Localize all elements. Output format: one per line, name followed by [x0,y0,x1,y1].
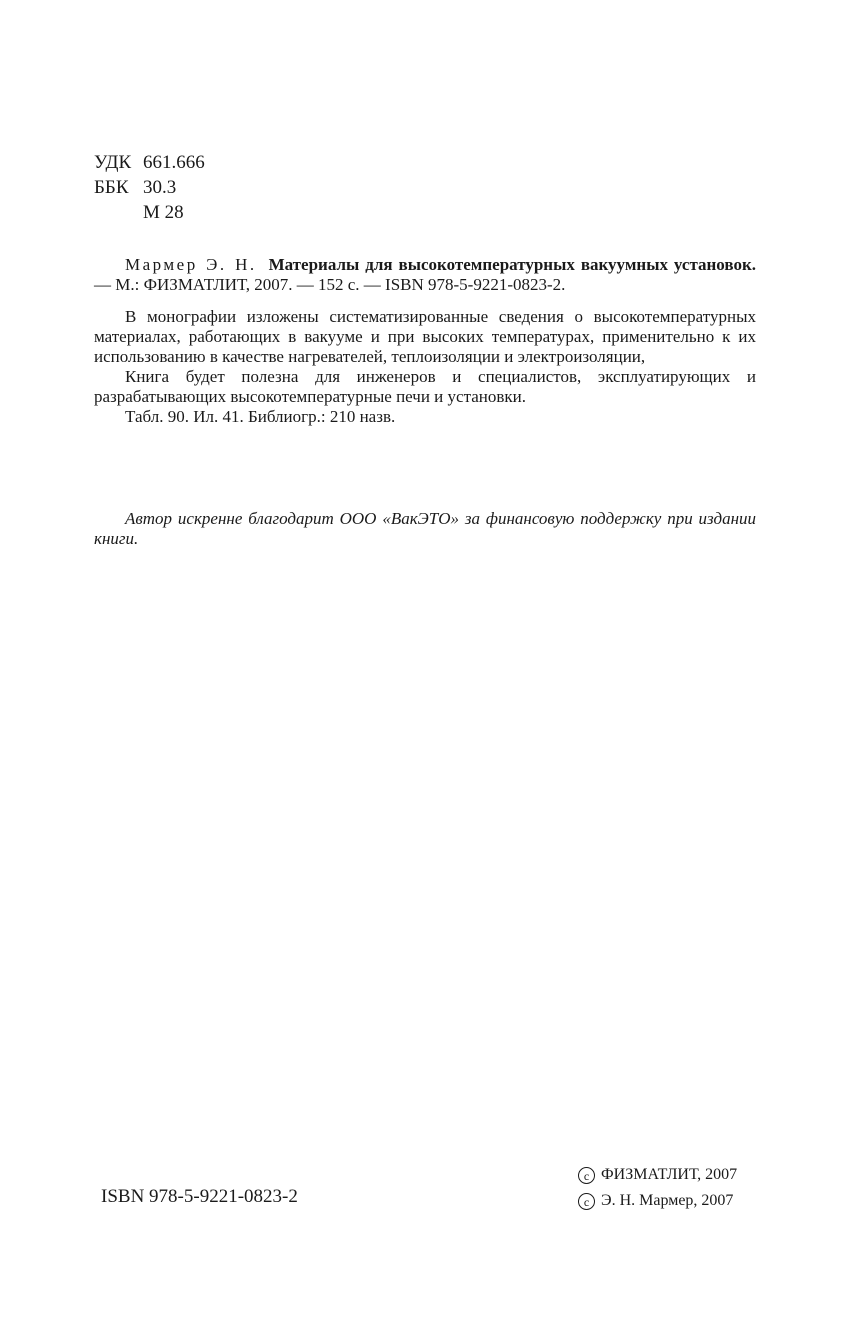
isbn: ISBN 978-5-9221-0823-2 [101,1186,298,1207]
bibliographic-description [94,255,756,427]
copyright-line [578,1188,737,1214]
copyright-icon: c [578,1167,595,1184]
copyright-icon: c [578,1193,595,1210]
copyright-block [578,1162,737,1214]
citation-title: Материалы для высокотемпературных вакуумных установок. [268,255,756,274]
copyright-holder: ФИЗМАТЛИТ, 2007 [601,1166,738,1183]
citation-details: — М.: ФИЗМАТЛИТ, 2007. — 152 с. — ISBN 978-5-9221-0823-2. [94,275,566,294]
udk-value: 661.666 [143,152,205,173]
bbk-value: 30.3 [143,177,177,198]
copyright-line [578,1162,737,1188]
annotation-stats: Табл. 90. Ил. 41. Библиогр.: 210 назв. [125,407,396,426]
copyright-holder: Э. Н. Мармер, 2007 [601,1192,734,1209]
bbk-row [94,175,205,200]
annotation-paragraph: В монографии изложены систематизированные сведения о высокотемпературных материалах, работающих в вакууме и при высоких температурах, применительно к их использованию в качестве нагревателей, теплоизоляции и электроизоляции, [94,307,756,366]
udk-label: УДК [94,152,132,173]
annotation-paragraph: Книга будет полезна для инженеров и специалистов, эксплуатирующих и разрабатывающих высокотемпературные печи и установки. [94,367,756,406]
citation-author: Мармер Э. Н. [125,255,257,274]
bbk-label: ББК [94,177,129,198]
udk-row [94,150,205,175]
citation [94,255,756,295]
author-mark: М 28 [143,202,184,223]
classification-block [94,150,205,225]
acknowledgement: Автор искренне благодарит ООО «ВакЭТО» за финансовую поддержку при издании книги. [94,509,756,548]
